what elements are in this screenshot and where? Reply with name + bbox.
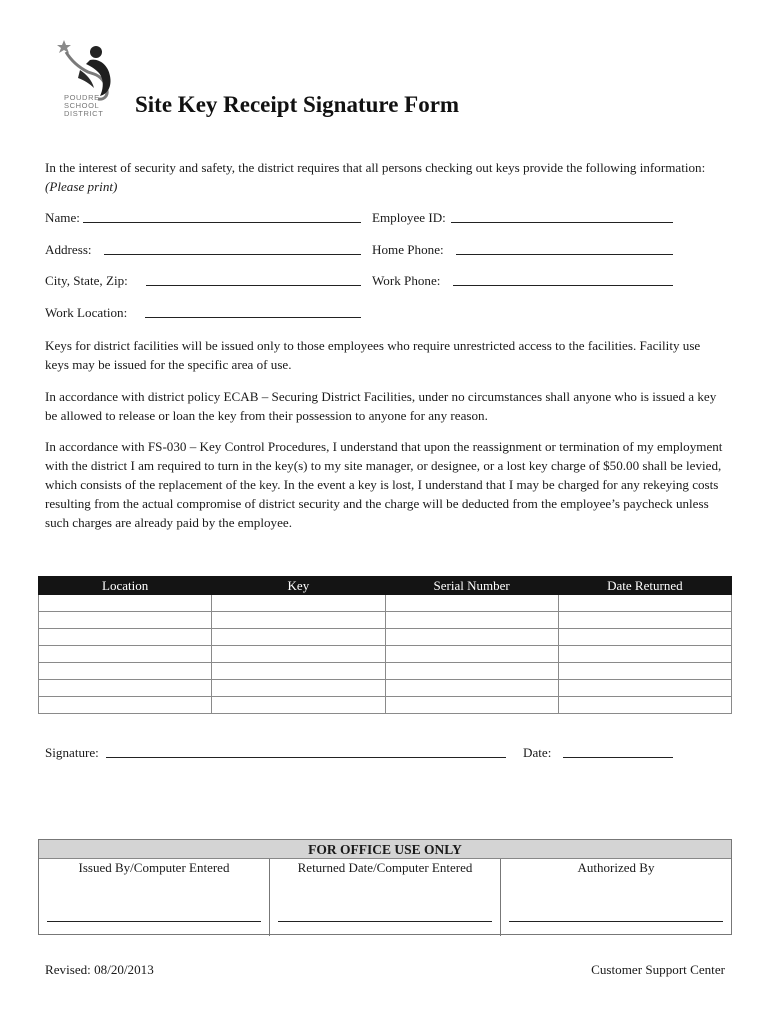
work-location-field[interactable] [145,317,361,318]
work-phone-field[interactable] [453,285,673,286]
keys-table-header [39,577,732,595]
serial-number-cell[interactable] [385,680,558,697]
table-row [39,663,732,680]
name-label: Name: [45,210,80,225]
table-row [39,680,732,697]
date-returned-cell[interactable] [558,595,731,612]
name-field[interactable] [83,222,361,223]
location-cell[interactable] [39,646,212,663]
returned-date-label: Returned Date/Computer Entered [297,860,473,875]
table-row [39,697,732,714]
date-returned-cell[interactable] [558,697,731,714]
keys-table [38,576,732,714]
employee-id-label: Employee ID: [372,210,446,225]
date-field[interactable] [563,757,673,758]
key-cell[interactable] [212,697,385,714]
date-returned-cell[interactable] [558,629,731,646]
key-cell[interactable] [212,680,385,697]
facilities-paragraph: Keys for district facilities will be issued only to those employees who require unrestricted access to the facilities. Facility use keys may be issued for the specific area of use. [45,338,701,372]
address-field[interactable] [104,254,361,255]
returned-date-column [270,859,501,936]
office-use-title: FOR OFFICE USE ONLY [39,840,731,859]
department-name: Customer Support Center [591,962,725,977]
serial-number-cell[interactable] [385,612,558,629]
date-returned-cell[interactable] [558,680,731,697]
date-returned-cell[interactable] [558,663,731,680]
intro-note: (Please print) [45,179,118,194]
employee-id-field[interactable] [451,222,673,223]
serial-number-cell[interactable] [385,595,558,612]
logo-wordmark [64,94,114,118]
procedures-paragraph: In accordance with FS-030 – Key Control Procedures, I understand that upon the reassignment or termination of my employment with the district I am required to turn in the key(s) to my site manager, or designee, or a lost key charge of $50.00 shall be levied, which consists of the replacement of the key. In the event a key is lost, I understand that I may be charged for any rekeying costs resulting from the actual compromise of district security and the charge will be deducted from the employee’s paycheck unless such charges are already paid by the employee. [45,439,723,530]
key-header: Key [212,577,385,595]
office-use-box [38,839,732,935]
issued-by-field[interactable] [47,921,261,922]
table-row [39,646,732,663]
location-cell[interactable] [39,697,212,714]
issued-by-column [39,859,270,936]
key-cell[interactable] [212,663,385,680]
location-cell[interactable] [39,629,212,646]
logo-line: POUDRE [64,93,100,102]
date-returned-cell[interactable] [558,612,731,629]
signature-label: Signature: [45,745,99,760]
location-cell[interactable] [39,612,212,629]
policy-paragraph: In accordance with district policy ECAB – Securing District Facilities, under no circumstances shall anyone who is issued a key be allowed to release or loan the key from their possession to anyone for any reason. [45,389,717,423]
logo-line: DISTRICT [64,109,104,118]
date-returned-header: Date Returned [558,577,731,595]
date-label: Date: [523,745,552,760]
key-cell[interactable] [212,595,385,612]
location-cell[interactable] [39,595,212,612]
home-phone-label: Home Phone: [372,242,444,257]
table-row [39,612,732,629]
serial-number-cell[interactable] [385,663,558,680]
serial-number-cell[interactable] [385,646,558,663]
key-cell[interactable] [212,629,385,646]
issued-by-label: Issued By/Computer Entered [78,860,230,875]
table-row [39,595,732,612]
intro-paragraph [45,158,725,196]
table-row [39,629,732,646]
revised-date: Revised: 08/20/2013 [45,962,154,977]
city-state-zip-field[interactable] [146,285,361,286]
serial-number-header: Serial Number [385,577,558,595]
location-header: Location [39,577,212,595]
city-state-zip-label: City, State, Zip: [45,273,128,288]
logo-line: SCHOOL [64,101,100,110]
signature-field[interactable] [106,757,506,758]
home-phone-field[interactable] [456,254,673,255]
authorized-by-label: Authorized By [577,860,655,875]
serial-number-cell[interactable] [385,629,558,646]
authorized-by-column [501,859,731,936]
serial-number-cell[interactable] [385,697,558,714]
work-location-label: Work Location: [45,305,128,320]
intro-text: In the interest of security and safety, the district requires that all persons checking out keys provide the following information: [45,160,706,175]
authorized-by-field[interactable] [509,921,723,922]
address-label: Address: [45,242,92,257]
date-returned-cell[interactable] [558,646,731,663]
location-cell[interactable] [39,663,212,680]
key-cell[interactable] [212,612,385,629]
key-cell[interactable] [212,646,385,663]
location-cell[interactable] [39,680,212,697]
work-phone-label: Work Phone: [372,273,441,288]
page-title: Site Key Receipt Signature Form [135,92,460,117]
returned-date-field[interactable] [278,921,492,922]
